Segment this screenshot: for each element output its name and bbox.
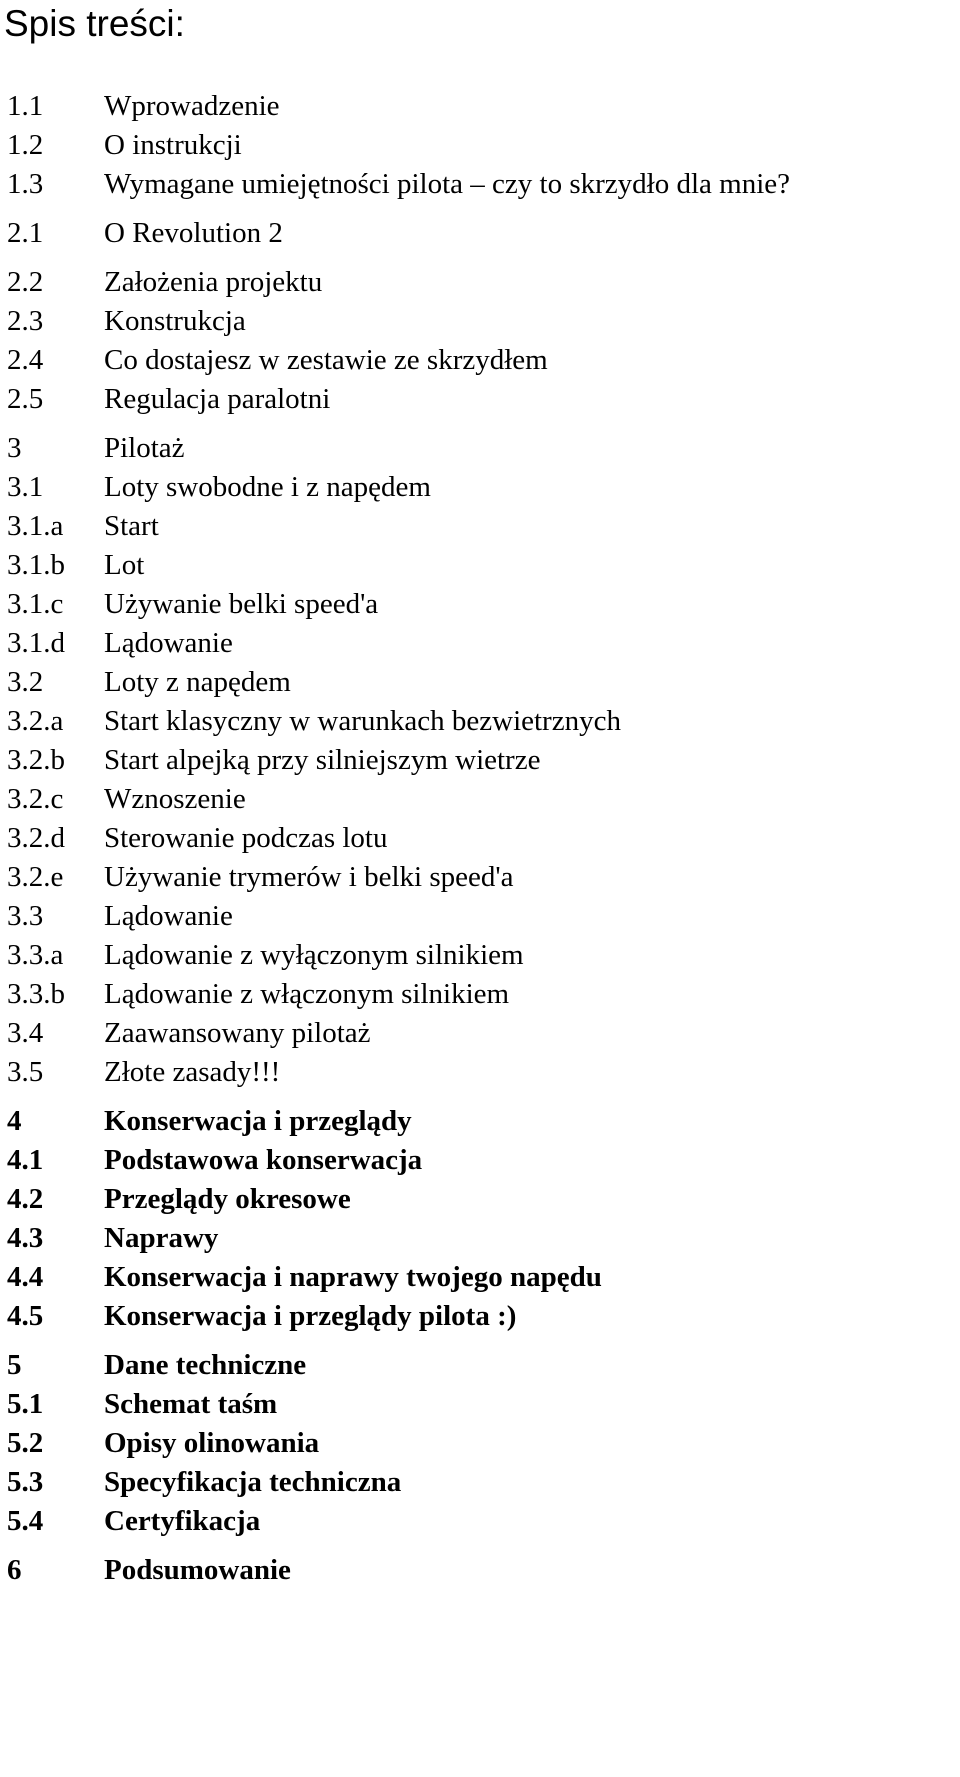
toc-entry-label: Certyfikacja	[104, 1505, 261, 1537]
toc-entry-label: Podsumowanie	[104, 1554, 291, 1586]
toc-entry-label: Specyfikacja techniczna	[104, 1466, 402, 1498]
toc-entry-number: 3.1.c	[7, 588, 64, 620]
toc-entry-label: Konstrukcja	[104, 305, 246, 337]
toc-entry-number: 3.1.a	[7, 510, 64, 542]
toc-entry-label: Dane techniczne	[104, 1349, 307, 1381]
toc-entry-number: 5.3	[7, 1466, 44, 1498]
toc-entry-number: 2.1	[7, 217, 44, 249]
toc-entry-label: Przeglądy okresowe	[104, 1183, 351, 1215]
toc-entry-label: Start alpejką przy silniejszym wietrze	[104, 744, 541, 776]
toc-entry-label: Pilotaż	[104, 432, 185, 464]
toc-entry-number: 1.1	[7, 90, 44, 122]
toc-entry-label: Podstawowa konserwacja	[104, 1144, 423, 1176]
toc-entry-number: 3.1.d	[7, 627, 65, 659]
toc-entry-label: O instrukcji	[104, 129, 242, 161]
toc-entry-label: Loty z napędem	[104, 666, 291, 698]
toc-entry-label: O Revolution 2	[104, 217, 283, 249]
toc-entry-number: 3.1	[7, 471, 44, 503]
toc-entry-label: Start klasyczny w warunkach bezwietrznych	[104, 705, 621, 737]
toc-entry-number: 5.2	[7, 1427, 44, 1459]
toc-entry-number: 4.2	[7, 1183, 44, 1215]
toc-entry-label: Naprawy	[104, 1222, 219, 1254]
toc-entry-number: 5.1	[7, 1388, 44, 1420]
toc-entry-number: 2.5	[7, 383, 44, 415]
toc-entry-label: Loty swobodne i z napędem	[104, 471, 431, 503]
toc-entry-number: 3	[7, 432, 22, 464]
toc-entry-label: Używanie trymerów i belki speed'a	[104, 861, 514, 893]
toc-entry-label: Lądowanie	[104, 627, 233, 659]
toc-entry-label: Co dostajesz w zestawie ze skrzydłem	[104, 344, 548, 376]
toc-entry-number: 3.3	[7, 900, 44, 932]
toc-entry-number: 3.2	[7, 666, 44, 698]
toc-entry-number: 5	[7, 1349, 22, 1381]
toc-entry-label: Wznoszenie	[104, 783, 246, 815]
toc-entry-number: 2.4	[7, 344, 44, 376]
toc-entry-number: 3.2.c	[7, 783, 64, 815]
toc-entry-label: Regulacja paralotni	[104, 383, 331, 415]
toc-entry-number: 2.2	[7, 266, 44, 298]
toc-entry-number: 3.2.d	[7, 822, 65, 854]
toc-entry-number: 3.2.e	[7, 861, 64, 893]
toc-entry-label: Lot	[104, 549, 145, 581]
toc-entry-label: Złote zasady!!!	[104, 1056, 281, 1088]
toc-entry-label: Lądowanie z wyłączonym silnikiem	[104, 939, 524, 971]
toc-entry-label: Wymagane umiejętności pilota – czy to skrzydło dla mnie?	[104, 168, 790, 200]
toc-entry-number: 5.4	[7, 1505, 44, 1537]
toc-entry-number: 3.3.b	[7, 978, 65, 1010]
toc-entry-number: 4.1	[7, 1144, 44, 1176]
toc-entry-label: Założenia projektu	[104, 266, 323, 298]
toc-entry-number: 4.3	[7, 1222, 44, 1254]
toc-entry-number: 3.5	[7, 1056, 44, 1088]
toc-entry-number: 4	[7, 1105, 22, 1137]
toc-entry-label: Konserwacja i naprawy twojego napędu	[104, 1261, 602, 1293]
toc-entry-number: 1.2	[7, 129, 44, 161]
toc-entry-number: 1.3	[7, 168, 44, 200]
toc-entry-number: 3.2.a	[7, 705, 64, 737]
toc-entry-number: 3.4	[7, 1017, 44, 1049]
toc-entry-number: 3.1.b	[7, 549, 65, 581]
toc-entry-label: Konserwacja i przeglądy pilota :)	[104, 1300, 517, 1332]
toc-entry-label: Używanie belki speed'a	[104, 588, 379, 620]
toc-entry-number: 3.3.a	[7, 939, 64, 971]
toc-entry-label: Schemat taśm	[104, 1388, 278, 1420]
toc-entry-label: Start	[104, 510, 159, 542]
toc-entry-label: Lądowanie z włączonym silnikiem	[104, 978, 510, 1010]
toc-entry-number: 2.3	[7, 305, 44, 337]
page-title: Spis treści:	[4, 3, 185, 44]
toc-entry-label: Konserwacja i przeglądy	[104, 1105, 412, 1137]
toc-entry-label: Opisy olinowania	[104, 1427, 320, 1459]
toc-entry-number: 4.5	[7, 1300, 44, 1332]
toc-entry-label: Wprowadzenie	[104, 90, 280, 122]
toc-entry-number: 4.4	[7, 1261, 44, 1293]
toc-entry-label: Lądowanie	[104, 900, 233, 932]
toc-entry-number: 6	[7, 1554, 22, 1586]
toc-entry-number: 3.2.b	[7, 744, 65, 776]
toc-entry-label: Zaawansowany pilotaż	[104, 1017, 371, 1049]
toc-entry-label: Sterowanie podczas lotu	[104, 822, 388, 854]
